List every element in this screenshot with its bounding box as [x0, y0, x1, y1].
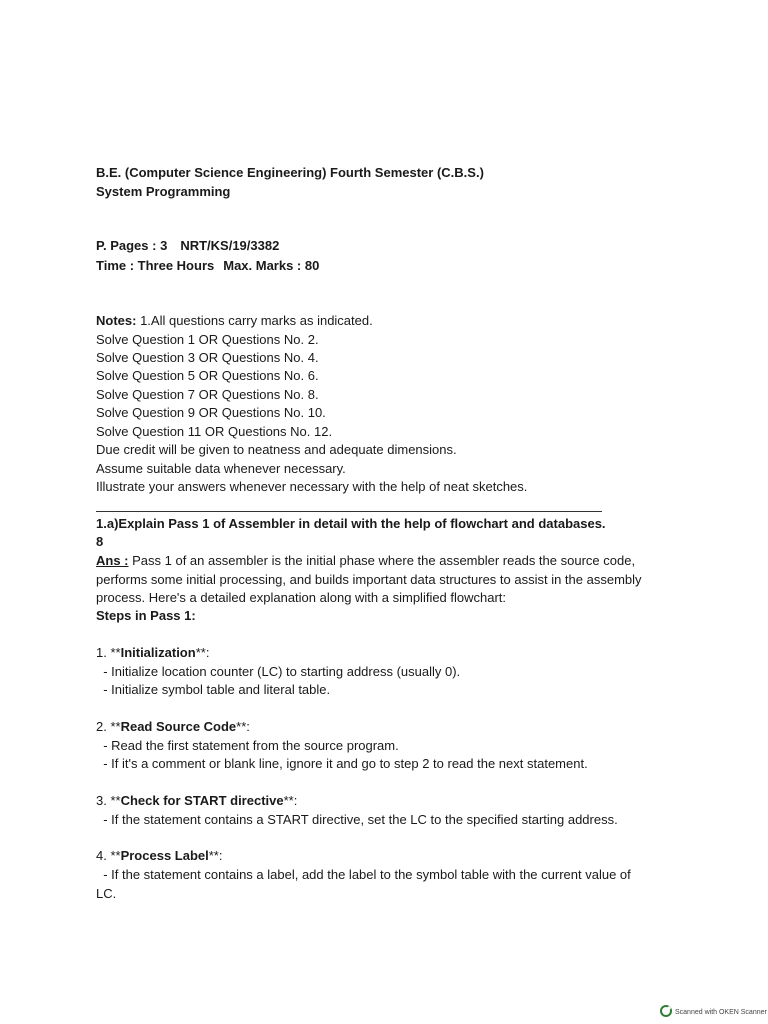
- paper-code: NRT/KS/19/3382: [180, 238, 280, 253]
- step-suffix: **:: [208, 848, 223, 863]
- exam-duration: Time : Three Hours: [96, 258, 215, 273]
- step-detail: - If it's a comment or blank line, ignore it and go to step 2 to read the next statement.: [96, 756, 588, 771]
- max-marks: Max. Marks : 80: [223, 258, 320, 273]
- note-line: Solve Question 1 OR Questions No. 2.: [96, 332, 319, 347]
- question-text: 1.a)Explain Pass 1 of Assembler in detail with the help of flowchart and databases.: [96, 516, 606, 531]
- step-title: Check for START directive: [120, 793, 284, 808]
- oken-scanner-logo-icon: [660, 1004, 672, 1022]
- scanner-text: Scanned with OKEN Scanner: [675, 1009, 767, 1016]
- steps-heading: Steps in Pass 1:: [96, 608, 196, 623]
- step-prefix: 4. **: [96, 848, 121, 863]
- answer-line: [96, 552, 635, 570]
- scanner-watermark: [660, 1006, 767, 1020]
- step-suffix: **:: [283, 793, 298, 808]
- note-line: Solve Question 7 OR Questions No. 8.: [96, 387, 319, 402]
- answer-line: process. Here's a detailed explanation along with a simplified flowchart:: [96, 590, 507, 605]
- subject-title: System Programming: [96, 184, 231, 199]
- step-detail: - Initialize location counter (LC) to starting address (usually 0).: [96, 664, 461, 679]
- note-line: Assume suitable data whenever necessary.: [96, 461, 346, 476]
- step-prefix: 1. **: [96, 645, 121, 660]
- exam-pages-line: [96, 237, 279, 255]
- step-detail: - If the statement contains a label, add the label to the symbol table with the current value of: [96, 867, 631, 882]
- step-detail: - Read the first statement from the source program.: [96, 738, 399, 753]
- note-text: 1.All questions carry marks as indicated.: [136, 313, 373, 328]
- note-line: Solve Question 5 OR Questions No. 6.: [96, 368, 319, 383]
- section-divider: [96, 511, 602, 512]
- step-heading: [96, 644, 209, 662]
- answer-label: Ans :: [96, 553, 129, 568]
- step-heading: [96, 847, 222, 865]
- answer-text: Pass 1 of an assembler is the initial phase where the assembler reads the source code,: [128, 553, 636, 568]
- step-title: Process Label: [120, 848, 209, 863]
- step-title: Read Source Code: [120, 719, 237, 734]
- step-prefix: 2. **: [96, 719, 121, 734]
- note-line: Due credit will be given to neatness and adequate dimensions.: [96, 442, 457, 457]
- question-marks: 8: [96, 534, 104, 549]
- answer-line: performs some initial processing, and builds important data structures to assist in the assembly: [96, 572, 642, 587]
- step-prefix: 3. **: [96, 793, 121, 808]
- note-line: Solve Question 3 OR Questions No. 4.: [96, 350, 319, 365]
- step-heading: [96, 792, 297, 810]
- step-detail: LC.: [96, 886, 117, 901]
- note-line: Illustrate your answers whenever necessary with the help of neat sketches.: [96, 479, 528, 494]
- notes-first-line: [96, 312, 373, 330]
- step-heading: [96, 718, 250, 736]
- course-title: B.E. (Computer Science Engineering) Fourth Semester (C.B.S.): [96, 165, 484, 180]
- step-detail: - Initialize symbol table and literal table.: [96, 682, 331, 697]
- note-line: Solve Question 11 OR Questions No. 12.: [96, 424, 333, 439]
- step-detail: - If the statement contains a START directive, set the LC to the specified starting address.: [96, 812, 618, 827]
- exam-time-line: [96, 257, 319, 275]
- notes-label: Notes:: [96, 313, 137, 328]
- step-suffix: **:: [195, 645, 210, 660]
- note-line: Solve Question 9 OR Questions No. 10.: [96, 405, 326, 420]
- page-count: P. Pages : 3: [96, 238, 168, 253]
- step-suffix: **:: [236, 719, 250, 734]
- step-title: Initialization: [120, 645, 196, 660]
